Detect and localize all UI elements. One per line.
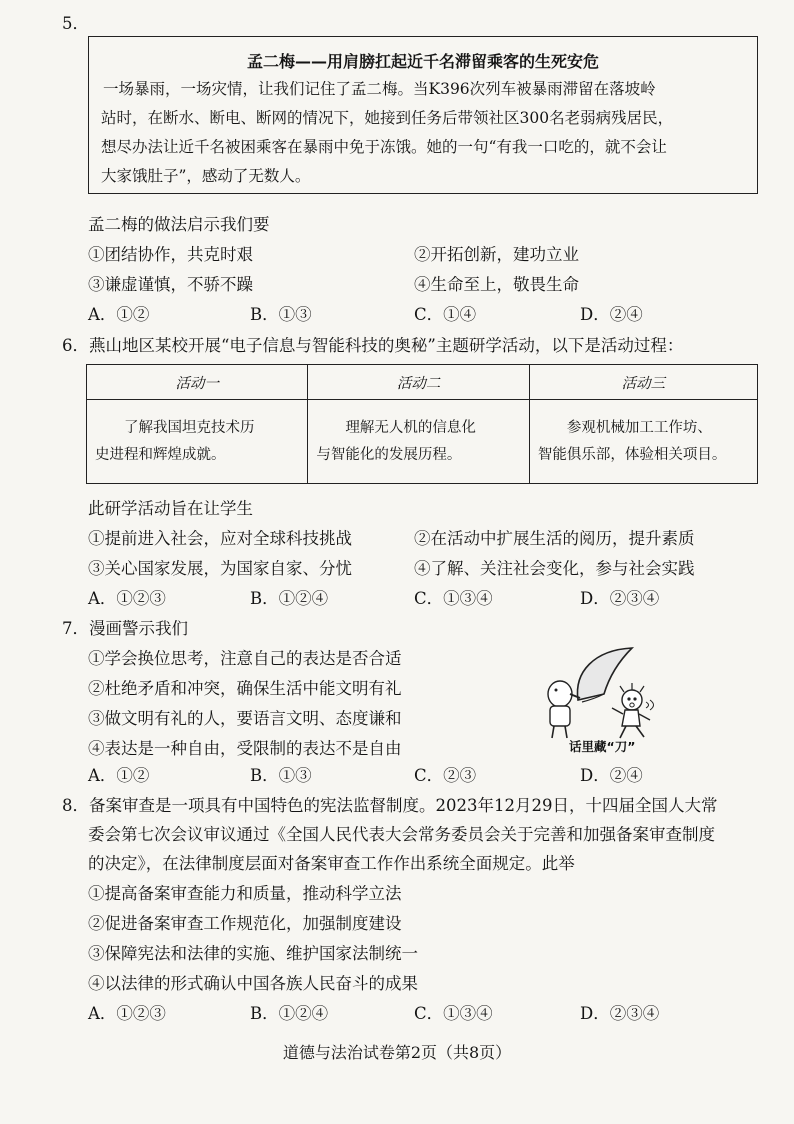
q8-choice-a[interactable]: A．①②③ [88, 1004, 166, 1023]
q5-choice-b[interactable]: B．①③ [250, 305, 312, 324]
q8-choice-b[interactable]: B．①②④ [250, 1004, 329, 1023]
q5-option: ④生命至上，敬畏生命 [414, 275, 579, 294]
q6-option: ③关心国家发展，为国家自家、分忧 [88, 559, 352, 578]
q7-option: ①学会换位思考，注意自己的表达是否合适 [88, 649, 402, 668]
q8-stem-line: 的决定》，在法律制度层面对备案审查工作作出系统全面规定。此举 [88, 854, 575, 873]
q8-stem-line: 委会第七次会议审议通过《全国人民代表大会常务委员会关于完善和加强备案审查制度 [88, 825, 715, 844]
q5-box-line: 一场暴雨，一场灾情，让我们记住了孟二梅。当K396次列车被暴雨滞留在落坡岭 [103, 80, 656, 98]
q7-cartoon-image [534, 642, 664, 742]
q5-number: 5． [62, 14, 89, 33]
q5-box-line: 大家饿肚子”，感动了无数人。 [101, 167, 311, 185]
q8-choice-d[interactable]: D．②③④ [580, 1004, 660, 1023]
cell-line: 了解我国坦克技术历 [124, 419, 255, 436]
q5-option: ②开拓创新，建功立业 [414, 245, 579, 264]
q8-stem-line: 8．备案审查是一项具有中国特色的宪法监督制度。2023年12月29日，十四届全国人大常 [62, 796, 718, 815]
q7-stem: 7．漫画警示我们 [62, 619, 188, 638]
q8-option: ②促进备案审查工作规范化，加强制度建设 [88, 914, 402, 933]
q6-choice-d[interactable]: D．②③④ [580, 589, 660, 608]
q6-option: ④了解、关注社会变化，参与社会实践 [414, 559, 695, 578]
table-cell [87, 400, 308, 484]
q5-box-line: 想尽办法让近千名被困乘客在暴雨中免于冻饿。她的一句“有我一口吃的，就不会让 [101, 138, 667, 156]
q8-option: ④以法律的形式确认中国各族人民奋斗的成果 [88, 974, 418, 993]
q5-choice-d[interactable]: D．②④ [580, 305, 643, 324]
cell-line: 史进程和辉煌成就。 [95, 446, 226, 463]
q8-option: ③保障宪法和法律的实施、维护国家法制统一 [88, 944, 418, 963]
q5-option: ①团结协作，共克时艰 [88, 245, 253, 264]
q8-option: ①提高备案审查能力和质量，推动科学立法 [88, 884, 402, 903]
q5-material-box [88, 36, 758, 194]
table-cell [529, 400, 757, 484]
cell-line: 理解无人机的信息化 [345, 419, 476, 436]
q6-option: ②在活动中扩展生活的阅历，提升素质 [414, 529, 695, 548]
q6-choice-c[interactable]: C．①③④ [414, 589, 493, 608]
q5-box-paragraph [101, 75, 745, 191]
q6-choice-a[interactable]: A．①②③ [88, 589, 166, 608]
cell-line: 参观机械加工工作坊、 [566, 419, 712, 436]
q5-box-title: 孟二梅——用肩膀扛起近千名滞留乘客的生死安危 [246, 52, 599, 71]
q6-stem: 6．燕山地区某校开展“电子信息与智能科技的奥秘”主题研学活动，以下是活动过程： [62, 336, 684, 355]
cell-line: 智能俱乐部，体验相关项目。 [537, 446, 727, 463]
table-header: 活动三 [529, 365, 757, 400]
q6-activity-table [86, 364, 758, 484]
cell-line: 与智能化的发展历程。 [316, 446, 462, 463]
q5-choice-a[interactable]: A．①② [88, 305, 150, 324]
q6-option: ①提前进入社会，应对全球科技挑战 [88, 529, 352, 548]
table-header: 活动二 [308, 365, 529, 400]
q7-cartoon-caption: 话里藏“刀” [569, 739, 636, 754]
q5-stem: 孟二梅的做法启示我们要 [88, 215, 270, 234]
table-cell [308, 400, 529, 484]
q8-choice-c[interactable]: C．①③④ [414, 1004, 493, 1023]
q7-option: ②杜绝矛盾和冲突，确保生活中能文明有礼 [88, 679, 402, 698]
q7-choice-a[interactable]: A．①② [88, 766, 150, 785]
q6-sub-stem: 此研学活动旨在让学生 [88, 499, 253, 518]
q7-choice-d[interactable]: D．②④ [580, 766, 643, 785]
q7-option: ③做文明有礼的人，要语言文明、态度谦和 [88, 709, 402, 728]
q5-choice-c[interactable]: C．①④ [414, 305, 477, 324]
q5-box-line: 站时，在断水、断电、断网的情况下，她接到任务后带领社区300名老弱病残居民， [101, 109, 674, 127]
q7-choice-b[interactable]: B．①③ [250, 766, 312, 785]
page-footer: 道德与法治试卷第2页（共8页） [282, 1043, 512, 1062]
q6-choice-b[interactable]: B．①②④ [250, 589, 329, 608]
q7-choice-c[interactable]: C．②③ [414, 766, 477, 785]
q7-option: ④表达是一种自由，受限制的表达不是自由 [88, 739, 402, 758]
q5-option: ③谦虚谨慎，不骄不躁 [88, 275, 253, 294]
table-header: 活动一 [87, 365, 308, 400]
